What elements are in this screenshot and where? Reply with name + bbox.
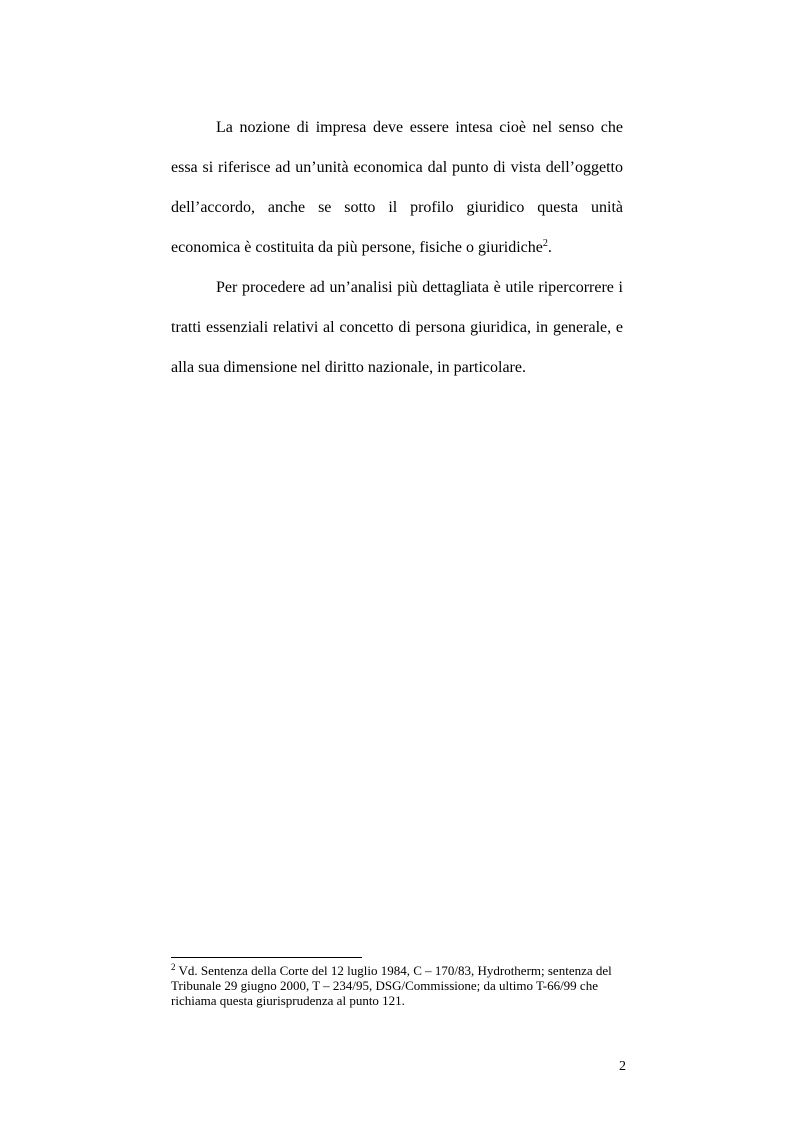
paragraph-2-text: Per procedere ad un’analisi più dettagliata è utile ripercorrere i tratti essenziali relativi al concetto di persona giuridica, in generale, e alla sua dimensione nel diritto nazionale, in particolare. [171, 279, 623, 376]
footnote-separator [171, 957, 362, 958]
body-text [171, 108, 623, 388]
paragraph-2 [171, 268, 623, 388]
paragraph-1-text: La nozione di impresa deve essere intesa cioè nel senso che essa si riferisce ad un’unità economica dal punto di vista dell’oggetto dell’accordo, anche se sotto il profilo giuridico questa unità economica è costituita da più persone, fisiche o giuridiche [171, 119, 623, 256]
footnote-text: Vd. Sentenza della Corte del 12 luglio 1984, C – 170/83, Hydrotherm; sentenza del Tribunale 29 giugno 2000, T – 234/95, DSG/Commissione; da ultimo T-66/99 che richiama questa giurisprudenza al punto 121. [171, 963, 612, 1008]
footnote-reference: 2 [542, 238, 548, 249]
footnote [171, 963, 631, 1008]
paragraph-1-trailing: . [547, 239, 552, 256]
footnote-number: 2 [171, 962, 176, 972]
paragraph-1 [171, 108, 623, 268]
page-number: 2 [619, 1059, 626, 1074]
